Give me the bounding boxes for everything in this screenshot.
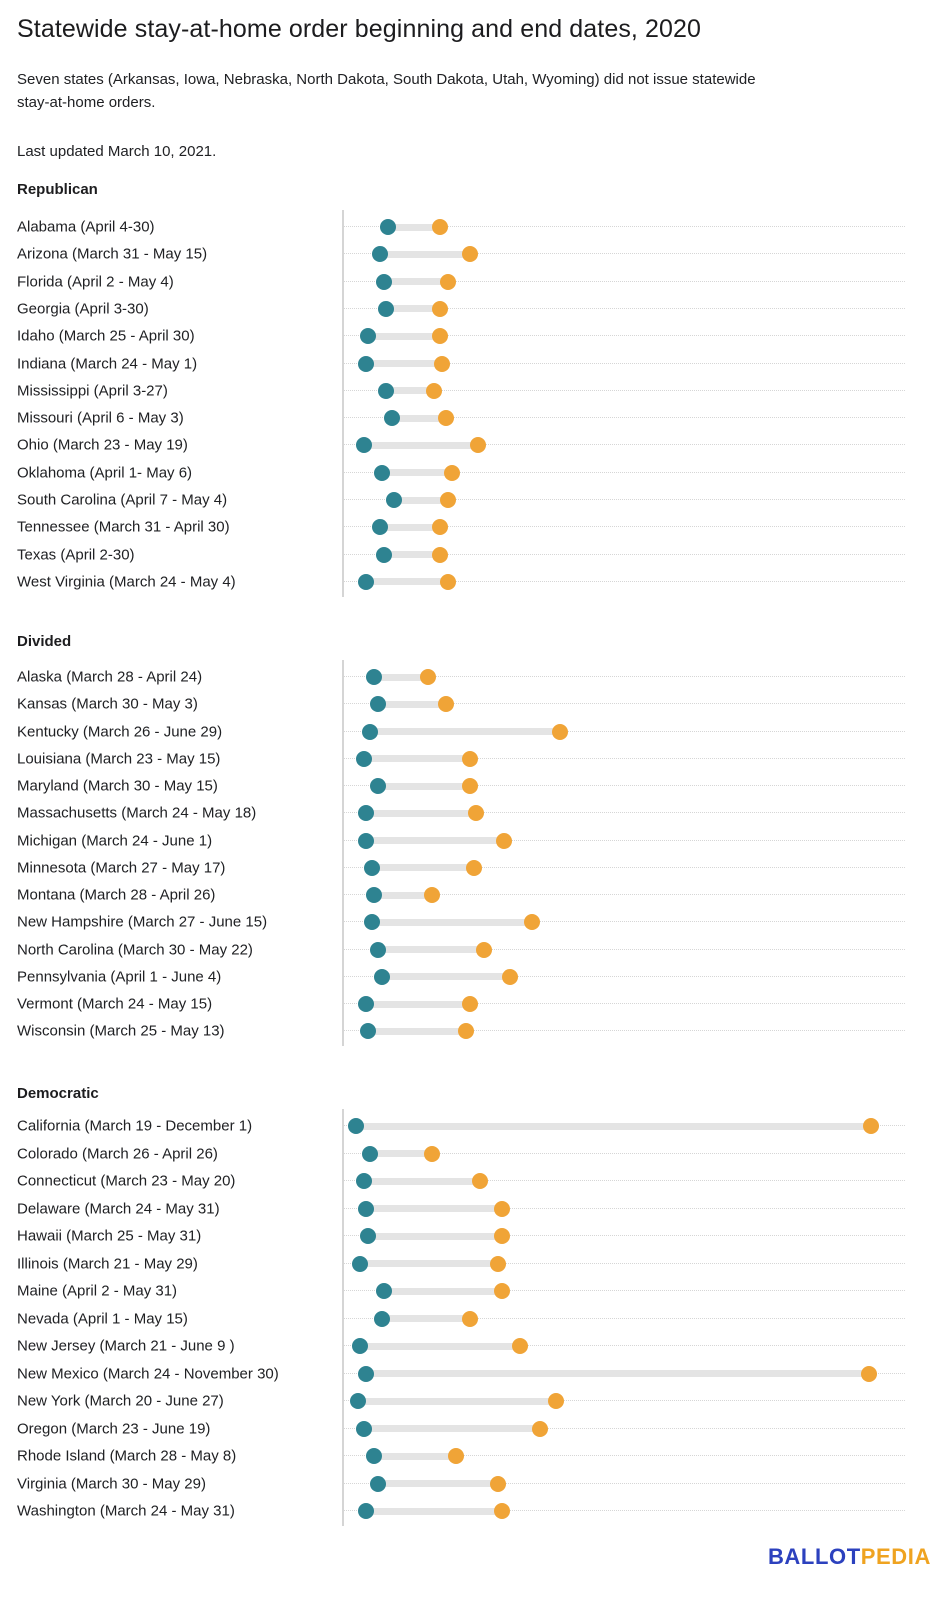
start-dot [374, 969, 390, 985]
end-dot [438, 696, 454, 712]
state-row-maine [0, 1278, 944, 1305]
start-dot [366, 669, 382, 685]
range-bar [356, 1123, 871, 1130]
end-dot [462, 1311, 478, 1327]
state-label: Connecticut (March 23 - May 20) [17, 1172, 236, 1190]
end-dot [432, 328, 448, 344]
start-dot [370, 1476, 386, 1492]
state-row-arizona [0, 241, 944, 268]
subtitle-line-1: Seven states (Arkansas, Iowa, Nebraska, North Dakota, South Dakota, Utah, Wyoming) did not issue statewide [17, 71, 756, 88]
state-label: New Mexico (March 24 - November 30) [17, 1365, 279, 1382]
end-dot [432, 519, 448, 535]
state-label: Maine (April 2 - May 31) [17, 1282, 178, 1300]
state-label: Alaska (March 28 - April 24) [17, 668, 203, 686]
state-row-pennsylvania [0, 963, 944, 990]
ballotpedia-logo [768, 1544, 931, 1570]
end-dot [548, 1393, 564, 1409]
range-bar [360, 1343, 520, 1350]
state-label: New York (March 20 - June 27) [17, 1392, 224, 1410]
end-dot [440, 574, 456, 590]
end-dot [494, 1503, 510, 1519]
state-label: Oklahoma (April 1- May 6) [17, 464, 193, 482]
start-dot [352, 1256, 368, 1272]
state-row-south-carolina [0, 487, 944, 514]
state-label: Rhode Island (March 28 - May 8) [17, 1447, 237, 1465]
state-row-new-york [0, 1388, 944, 1415]
start-dot [370, 778, 386, 794]
start-dot [384, 410, 400, 426]
start-dot [358, 833, 374, 849]
state-row-new-mexico [0, 1360, 944, 1387]
end-dot [440, 492, 456, 508]
range-bar [366, 810, 476, 817]
subtitle-line-2: stay-at-home orders. [17, 94, 156, 111]
start-dot [356, 1421, 372, 1437]
end-dot [490, 1476, 506, 1492]
start-dot [380, 219, 396, 235]
start-dot [360, 328, 376, 344]
end-dot [462, 751, 478, 767]
range-bar [366, 837, 504, 844]
section-header-democratic: Democratic [17, 1085, 99, 1102]
state-row-montana [0, 882, 944, 909]
end-dot [432, 301, 448, 317]
state-label: Missouri (April 6 - May 3) [17, 409, 184, 427]
state-label: Alabama (April 4-30) [17, 218, 155, 236]
state-row-mississippi [0, 377, 944, 404]
start-dot [356, 751, 372, 767]
end-dot [462, 246, 478, 262]
state-label: Colorado (March 26 - April 26) [17, 1145, 218, 1162]
state-label: Tennessee (March 31 - April 30) [17, 518, 230, 536]
state-label: Hawaii (March 25 - May 31) [17, 1227, 202, 1245]
end-dot [532, 1421, 548, 1437]
state-row-hawaii [0, 1223, 944, 1250]
range-bar [364, 755, 470, 762]
end-dot [863, 1118, 879, 1134]
start-dot [378, 301, 394, 317]
end-dot [472, 1173, 488, 1189]
range-bar [370, 728, 560, 735]
state-row-washington [0, 1498, 944, 1525]
state-label: Maryland (March 30 - May 15) [17, 777, 218, 795]
range-bar [364, 1425, 540, 1432]
end-dot [432, 547, 448, 563]
state-row-illinois [0, 1250, 944, 1277]
end-dot [448, 1448, 464, 1464]
logo-text-pedia: PEDIA [860, 1544, 931, 1569]
state-label: New Hampshire (March 27 - June 15) [17, 913, 268, 931]
range-bar [368, 333, 440, 340]
state-row-tennessee [0, 514, 944, 541]
state-label: North Carolina (March 30 - May 22) [17, 941, 253, 958]
state-row-california [0, 1113, 944, 1140]
state-row-delaware [0, 1195, 944, 1222]
state-label: West Virginia (March 24 - May 4) [17, 573, 236, 591]
start-dot [364, 914, 380, 930]
start-dot [364, 860, 380, 876]
state-label: Ohio (March 23 - May 19) [17, 436, 188, 454]
start-dot [376, 274, 392, 290]
range-bar [358, 1398, 556, 1405]
state-row-minnesota [0, 854, 944, 881]
end-dot [458, 1023, 474, 1039]
state-label: Illinois (March 21 - May 29) [17, 1255, 198, 1272]
end-dot [496, 833, 512, 849]
state-row-alabama [0, 214, 944, 241]
end-dot [432, 219, 448, 235]
range-bar [380, 524, 440, 531]
state-row-maryland [0, 773, 944, 800]
last-updated-note: Last updated March 10, 2021. [17, 143, 217, 160]
range-bar [378, 783, 470, 790]
start-dot [360, 1023, 376, 1039]
state-row-nevada [0, 1305, 944, 1332]
state-label: Kansas (March 30 - May 3) [17, 695, 198, 713]
start-dot [362, 724, 378, 740]
state-row-indiana [0, 350, 944, 377]
state-label: New Jersey (March 21 - June 9 ) [17, 1337, 235, 1355]
start-dot [358, 574, 374, 590]
end-dot [490, 1256, 506, 1272]
state-label: California (March 19 - December 1) [17, 1117, 253, 1135]
state-row-kentucky [0, 718, 944, 745]
end-dot [434, 356, 450, 372]
start-dot [358, 996, 374, 1012]
state-label: Virginia (March 30 - May 29) [17, 1475, 206, 1492]
state-row-new-jersey [0, 1333, 944, 1360]
start-dot [376, 547, 392, 563]
range-bar [378, 701, 446, 708]
state-row-oklahoma [0, 459, 944, 486]
state-row-texas [0, 541, 944, 568]
start-dot [348, 1118, 364, 1134]
state-row-georgia [0, 295, 944, 322]
state-row-louisiana [0, 745, 944, 772]
range-bar [382, 1315, 470, 1322]
state-label: Delaware (March 24 - May 31) [17, 1200, 220, 1217]
start-dot [350, 1393, 366, 1409]
section-header-republican: Republican [17, 181, 98, 198]
end-dot [494, 1201, 510, 1217]
end-dot [476, 942, 492, 958]
state-row-florida [0, 268, 944, 295]
state-label: Arizona (March 31 - May 15) [17, 245, 208, 263]
end-dot [420, 669, 436, 685]
state-label: Massachusetts (March 24 - May 18) [17, 804, 257, 822]
state-row-rhode-island [0, 1443, 944, 1470]
start-dot [358, 1366, 374, 1382]
state-label: Nevada (April 1 - May 15) [17, 1310, 188, 1327]
end-dot [552, 724, 568, 740]
start-dot [356, 1173, 372, 1189]
range-bar [366, 1205, 502, 1212]
subtitle [17, 68, 756, 114]
state-row-vermont [0, 991, 944, 1018]
state-row-colorado [0, 1140, 944, 1167]
end-dot [440, 274, 456, 290]
state-row-ohio [0, 432, 944, 459]
start-dot [366, 1448, 382, 1464]
start-dot [386, 492, 402, 508]
start-dot [358, 1201, 374, 1217]
range-bar [366, 578, 448, 585]
end-dot [426, 383, 442, 399]
state-row-idaho [0, 323, 944, 350]
start-dot [362, 1146, 378, 1162]
range-bar [378, 946, 484, 953]
start-dot [358, 356, 374, 372]
end-dot [494, 1228, 510, 1244]
state-label: Wisconsin (March 25 - May 13) [17, 1022, 225, 1040]
state-label: Louisiana (March 23 - May 15) [17, 750, 221, 768]
state-label: Michigan (March 24 - June 1) [17, 832, 213, 849]
start-dot [360, 1228, 376, 1244]
state-row-alaska [0, 664, 944, 691]
state-row-michigan [0, 827, 944, 854]
start-dot [352, 1338, 368, 1354]
state-label: Mississippi (April 3-27) [17, 382, 168, 400]
state-label: Florida (April 2 - May 4) [17, 273, 174, 291]
range-bar [364, 442, 478, 449]
start-dot [374, 1311, 390, 1327]
state-row-connecticut [0, 1168, 944, 1195]
end-dot [424, 887, 440, 903]
end-dot [424, 1146, 440, 1162]
start-dot [358, 805, 374, 821]
range-bar [380, 251, 470, 258]
range-bar [378, 1480, 498, 1487]
start-dot [374, 465, 390, 481]
end-dot [444, 465, 460, 481]
state-row-wisconsin [0, 1018, 944, 1045]
start-dot [378, 383, 394, 399]
end-dot [466, 860, 482, 876]
state-row-missouri [0, 405, 944, 432]
state-row-virginia [0, 1470, 944, 1497]
range-bar [368, 1028, 466, 1035]
range-bar [384, 278, 448, 285]
state-row-west-virginia [0, 568, 944, 595]
state-label: Idaho (March 25 - April 30) [17, 327, 195, 345]
end-dot [861, 1366, 877, 1382]
end-dot [462, 996, 478, 1012]
range-bar [366, 360, 442, 367]
state-label: Montana (March 28 - April 26) [17, 886, 216, 904]
state-label: Minnesota (March 27 - May 17) [17, 859, 226, 877]
state-label: Texas (April 2-30) [17, 546, 135, 564]
state-label: South Carolina (April 7 - May 4) [17, 491, 228, 509]
end-dot [438, 410, 454, 426]
start-dot [356, 437, 372, 453]
range-bar [372, 919, 532, 926]
state-row-oregon [0, 1415, 944, 1442]
start-dot [358, 1503, 374, 1519]
end-dot [470, 437, 486, 453]
start-dot [372, 246, 388, 262]
range-bar [368, 1233, 502, 1240]
range-bar [366, 1370, 869, 1377]
end-dot [524, 914, 540, 930]
end-dot [502, 969, 518, 985]
range-bar [372, 864, 474, 871]
end-dot [468, 805, 484, 821]
state-row-north-carolina [0, 936, 944, 963]
page-title: Statewide stay-at-home order beginning and end dates, 2020 [17, 15, 702, 43]
state-label: Oregon (March 23 - June 19) [17, 1420, 211, 1437]
range-bar [360, 1260, 498, 1267]
state-row-kansas [0, 691, 944, 718]
range-bar [382, 469, 452, 476]
state-label: Indiana (March 24 - May 1) [17, 355, 198, 372]
state-row-new-hampshire [0, 909, 944, 936]
start-dot [370, 696, 386, 712]
range-bar [364, 1178, 480, 1185]
state-label: Kentucky (March 26 - June 29) [17, 723, 223, 740]
end-dot [512, 1338, 528, 1354]
logo-text-ballot: BALLOT [767, 1544, 861, 1569]
start-dot [370, 942, 386, 958]
range-bar [382, 973, 510, 980]
state-label: Vermont (March 24 - May 15) [17, 995, 213, 1013]
range-bar [366, 1001, 470, 1008]
end-dot [462, 778, 478, 794]
start-dot [366, 887, 382, 903]
state-label: Georgia (April 3-30) [17, 300, 149, 318]
state-label: Washington (March 24 - May 31) [17, 1502, 235, 1520]
end-dot [494, 1283, 510, 1299]
range-bar [366, 1508, 502, 1515]
range-bar [384, 1288, 502, 1295]
section-header-divided: Divided [17, 633, 72, 650]
range-bar [374, 1453, 456, 1460]
state-row-massachusetts [0, 800, 944, 827]
start-dot [372, 519, 388, 535]
start-dot [376, 1283, 392, 1299]
range-bar [370, 1150, 432, 1157]
state-label: Pennsylvania (April 1 - June 4) [17, 968, 222, 986]
